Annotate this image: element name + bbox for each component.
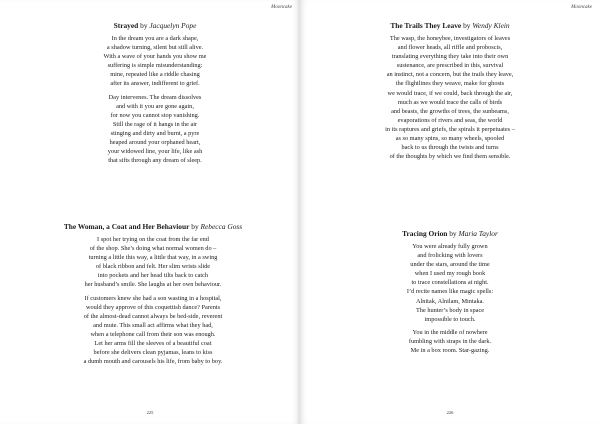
poem-line: much as we would trace the calls of birds	[397, 98, 503, 106]
stanza	[20, 93, 290, 166]
poem-title	[20, 21, 290, 30]
poem-title	[310, 229, 590, 238]
running-head: Mooncake	[571, 5, 592, 10]
title: Strayed	[113, 21, 139, 30]
poem-line: of black ribbon and felt. Her slim wrists slide	[95, 263, 211, 271]
stanza	[20, 34, 290, 89]
poem-line: Still the rage of it hangs in the air	[112, 120, 198, 128]
poem-line: stinging and dirty and burnt, a pyre	[110, 129, 200, 137]
poem-line: and beasts, the growths of trees, the sunbeams,	[391, 107, 509, 115]
poem-line: we would trace, if we could, back through the air,	[387, 89, 513, 97]
poem-line: a shadow turning, silent but still alive.	[106, 44, 204, 52]
poem-line: her husband’s smile. She laughs at her own behaviour.	[84, 281, 222, 289]
poem-line: Me in a box room. Star-gazing.	[410, 347, 490, 355]
poem-line: I’d recite names like magic spells:	[406, 288, 494, 296]
poem-line: heaped around your orphaned heart,	[109, 139, 201, 147]
poem-line: and mute. This small act affirms what they had,	[93, 321, 213, 329]
poem-line: for now you cannot stop vanishing.	[110, 111, 200, 119]
running-head: Mooncake	[271, 5, 292, 10]
poem-the-trails-they-leave	[308, 21, 592, 161]
poem-line: an instinct, not a concern, but the trails they leave,	[386, 71, 514, 79]
by-word: by	[449, 229, 457, 238]
poem-line: The hunter’s body in space	[415, 306, 485, 314]
stanza	[308, 34, 592, 161]
poem-line: and with it you are gone again,	[116, 102, 194, 110]
poem-line: The wasp, the honeybee, investigators of leaves	[389, 35, 511, 42]
poem-tracing-orion	[310, 229, 590, 355]
author: Jacquelyn Pope	[149, 21, 197, 30]
title: Tracing Orion	[402, 229, 448, 238]
poem-strayed	[20, 21, 290, 165]
poem-line: With a wave of your hands you show me	[103, 53, 207, 61]
poem-line: and flower heads, all riffle and proboscis,	[397, 44, 503, 52]
poem-line: turning a little this way, a little that way, in a swing	[88, 254, 218, 262]
poem-line: of the shop. She’s doing what normal women do –	[89, 245, 217, 253]
poem-title	[308, 21, 592, 30]
stanza	[14, 235, 292, 290]
poem-line: would they approve of this coquettish dance? Parents	[85, 303, 221, 311]
poem-line: Alnitak, Alnilam, Mintaka.	[415, 297, 485, 305]
poem-line: You were already fully grown	[412, 243, 488, 250]
author: Wendy Klein	[472, 21, 510, 30]
poem-line: and frolicking with lovers	[417, 252, 483, 260]
poem-line: when I used my rough book	[414, 270, 486, 278]
poem-line: mine, repeated like a riddle chasing	[110, 71, 200, 79]
poem-line: impossible to touch.	[424, 315, 476, 323]
poem-line: In the dream you are a dark shape,	[111, 35, 199, 42]
stanza	[310, 328, 590, 355]
stanza	[310, 242, 590, 324]
poem-line: that sifts through any dream of sleep.	[108, 157, 202, 165]
poem-line: sustenance, are prescribed in this, survival	[396, 62, 504, 70]
poem-line: after its answer, indifferent to grief.	[110, 80, 200, 88]
poem-line: back to us through the twists and turns	[401, 144, 499, 152]
page-number: 226	[446, 410, 454, 415]
by-word: by	[463, 21, 471, 30]
poem-the-woman-a-coat	[14, 222, 292, 366]
by-word: by	[140, 21, 148, 30]
page-number: 225	[146, 410, 154, 415]
poem-line: into pockets and her head tilts back to catch	[97, 272, 209, 280]
poem-line: to trace constellations at night.	[411, 279, 489, 287]
author: Maria Taylor	[458, 229, 498, 238]
poem-line: before she delivers clean pyjamas, leans to kiss	[93, 349, 213, 357]
poem-title	[14, 222, 292, 231]
poem-line: a dumb mouth and carousels his life, from baby to boy.	[83, 358, 223, 366]
poem-line: I spot her trying on the coat from the far end	[97, 236, 209, 243]
author: Rebecca Goss	[200, 222, 243, 231]
poem-line: in its raptures and griefs, the spirals it perpetuates –	[385, 125, 515, 133]
poem-line: your widowed line, your life, like ash	[107, 148, 203, 156]
poem-line: of the thoughts by which we find them sensible.	[389, 153, 511, 161]
poem-line: Let her arms fill the sleeves of a beautiful coat	[94, 340, 212, 348]
by-word: by	[191, 222, 199, 231]
poem-line: evaporations of rivers and seas, the world	[397, 116, 503, 124]
poem-line: Day intervenes. The dream dissolves	[108, 93, 202, 101]
title: The Trails They Leave	[390, 21, 462, 30]
title: The Woman, a Coat and Her Behaviour	[63, 222, 190, 231]
poem-line: of the almost-dead cannot always be bed-side, reverent	[83, 312, 223, 320]
poem-line: fumbling with straps in the dark.	[408, 337, 492, 345]
poem-line: If customers knew she had a son wasting in a hospital,	[84, 294, 222, 302]
poem-line: translating everything they take into their own	[391, 53, 509, 61]
poem-line: the flightlines they weave, make for ghosts	[395, 80, 505, 88]
poem-line: You in the middle of nowhere	[412, 328, 488, 336]
poem-line: when a telephone call from their son was enough.	[90, 330, 216, 338]
poem-line: as so many spins, so many wheels, spooled	[395, 135, 505, 143]
poem-line: suffering is simple misunderstanding:	[107, 62, 203, 70]
poem-line: under the stars, around the time	[410, 261, 490, 269]
stanza	[14, 294, 292, 367]
